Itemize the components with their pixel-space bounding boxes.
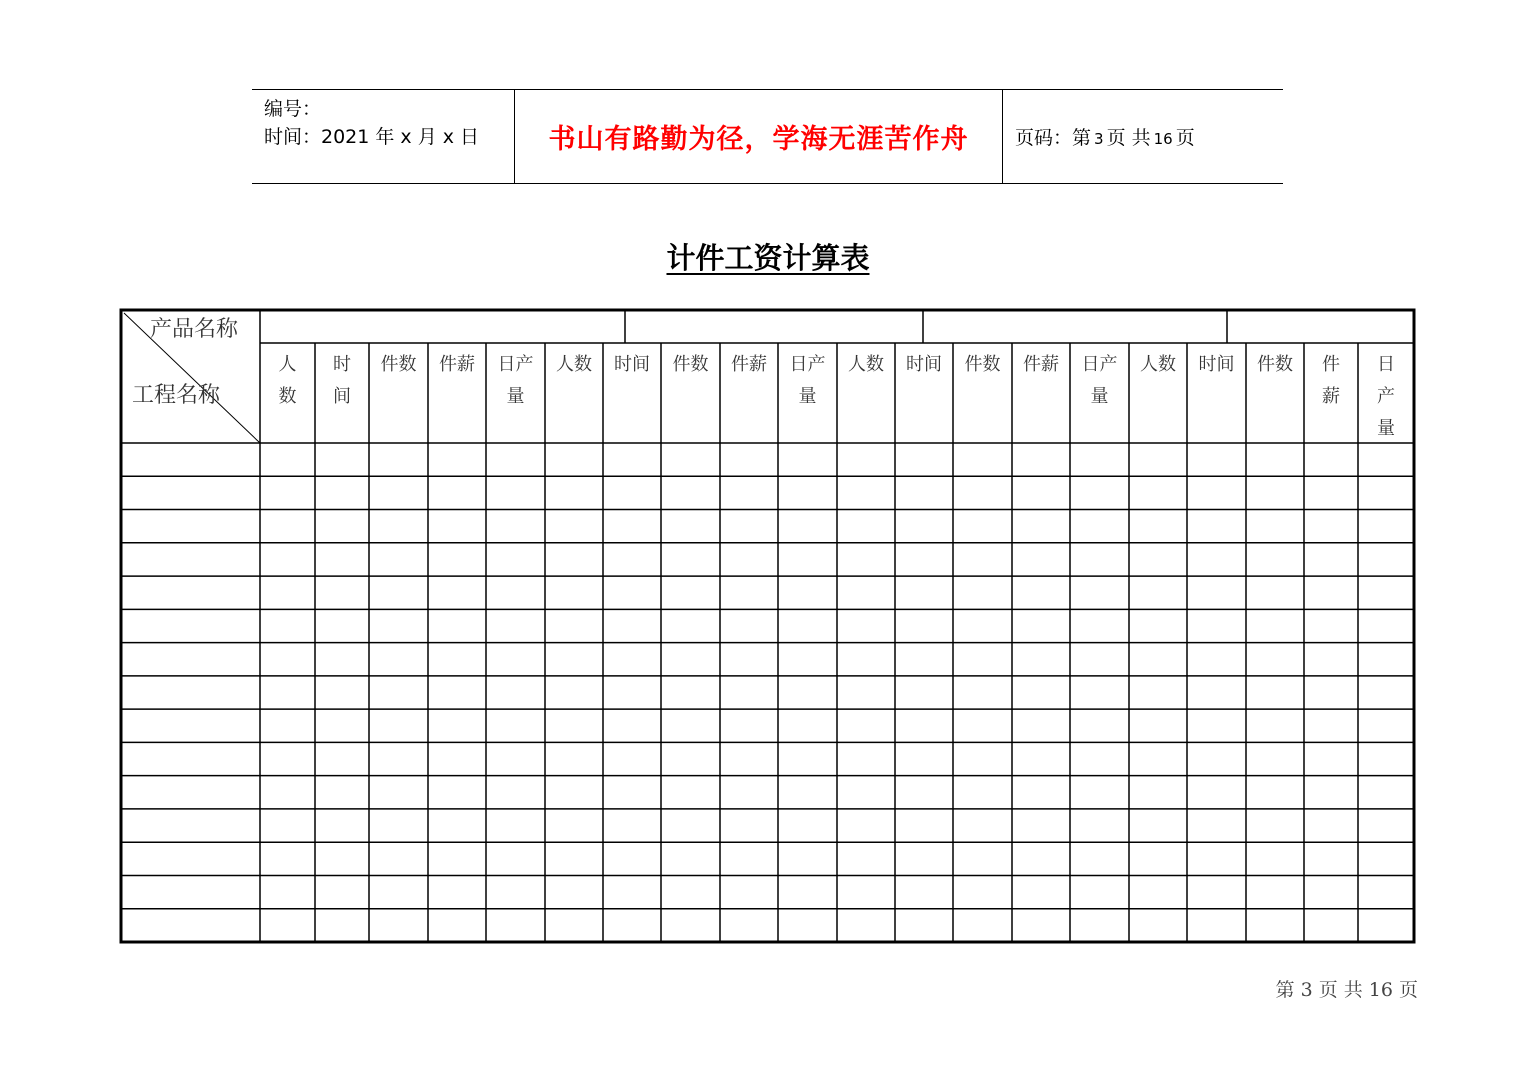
column-header: 人数 — [848, 354, 884, 375]
header-page-number: 页码：第 3 页 共 16 页 — [1015, 127, 1195, 149]
column-header: 件薪 — [439, 354, 475, 375]
column-header: 日产 量 — [497, 354, 534, 407]
column-header: 日产 量 — [789, 354, 826, 407]
column-header: 人数 — [556, 354, 592, 375]
column-header: 件数 — [672, 354, 709, 375]
column-header: 时间 — [1198, 354, 1235, 375]
page-title-text: 计件工资计算表 — [666, 241, 870, 275]
column-header: 件薪 — [1023, 354, 1059, 375]
column-header: 人 数 — [278, 354, 297, 407]
column-header: 日 产 量 — [1377, 354, 1395, 439]
column-header: 时 间 — [333, 354, 351, 407]
column-header: 件 薪 — [1322, 354, 1340, 407]
corner-product-name: 产品名称 — [150, 317, 239, 342]
column-header: 件薪 — [731, 354, 767, 375]
date-line: 时间：2021 年 x 月 x 日 — [264, 126, 480, 148]
column-header: 时间 — [906, 354, 942, 375]
page-footer: 第 3 页 共 16 页 — [1275, 979, 1418, 1001]
column-header: 件数 — [380, 354, 417, 375]
motto-text: 书山有路勤为径，学海无涯苦作舟 — [548, 124, 969, 155]
column-header: 时间 — [614, 354, 650, 375]
number-label: 编号： — [264, 98, 322, 120]
corner-process-name: 工程名称 — [132, 383, 221, 408]
column-header: 日产 量 — [1081, 354, 1118, 407]
column-header: 人数 — [1140, 354, 1176, 375]
column-header: 件数 — [964, 354, 1001, 375]
column-header: 件数 — [1257, 354, 1293, 375]
